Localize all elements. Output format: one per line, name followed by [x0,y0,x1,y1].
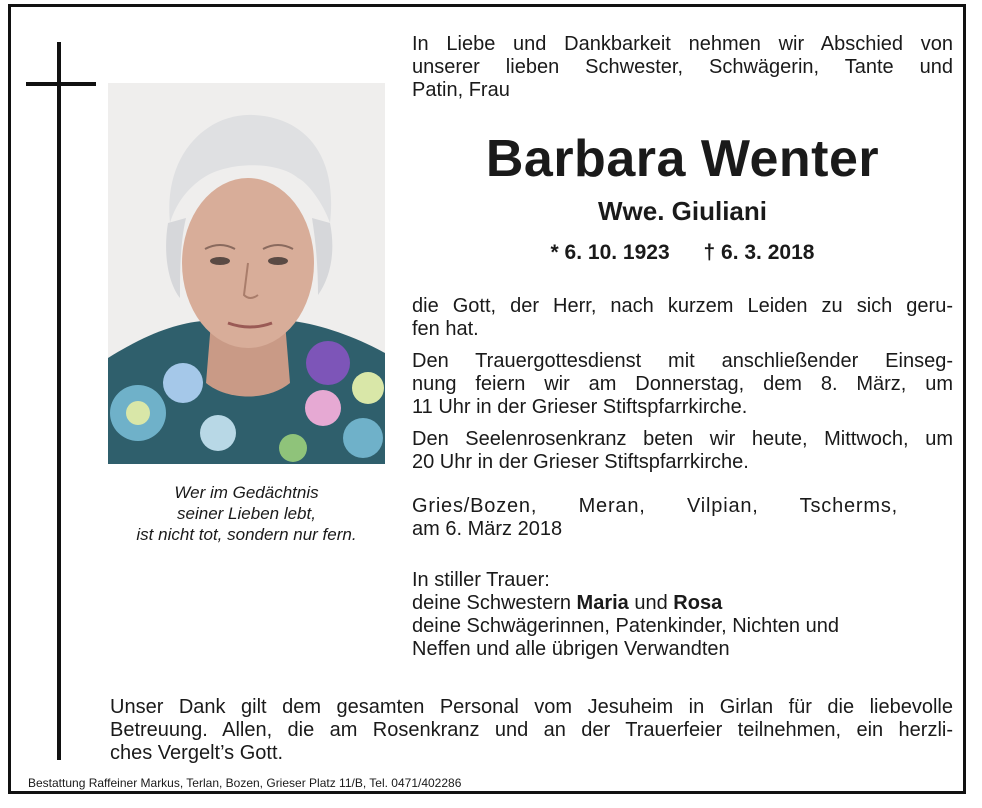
sister-name: Maria [576,592,629,614]
intro-line: Patin, Frau [412,79,510,101]
life-dates [412,240,953,266]
cross-icon [57,42,61,760]
portrait-photo [108,83,385,464]
thanks-line: Betreuung. Allen, die am Rosenkranz und an der Trauerfeier teilnehmen, ein herzli- [110,719,953,741]
intro-line: In Liebe und Dankbarkeit nehmen wir Abschied von [412,33,953,55]
memorial-quote [108,482,385,545]
sisters-prefix: deine Schwestern [412,592,577,614]
paragraph-line: Den Seelenrosenkranz beten wir heute, Mittwoch, um [412,428,953,450]
paragraph-line: 20 Uhr in der Grieser Stiftspfarrkirche. [412,451,749,473]
paragraph-line: nung feiern wir am Donnerstag, dem 8. März, um [412,373,953,395]
mourners-heading: In stiller Trauer: [412,569,550,591]
mass-paragraph [412,350,953,419]
called-paragraph [412,295,953,341]
birth-date: * 6. 10. 1923 [550,241,670,264]
paragraph-line: die Gott, der Herr, nach kurzem Leiden zu sich geru- [412,295,953,317]
quote-line: ist nicht tot, sondern nur fern. [136,525,357,544]
thanks-paragraph [110,696,953,765]
mourners-block [412,569,953,661]
quote-line: seiner Lieben lebt, [177,504,316,523]
quote-line: Wer im Gedächtnis [174,483,319,502]
sister-name: Rosa [673,592,723,614]
widow-name: Wwe. Giuliani [597,196,767,226]
paragraph-line: Den Trauergottesdienst mit anschließender Einseg- [412,350,953,372]
cross-icon-bar [26,82,96,86]
and-text: und [628,592,674,614]
deceased-name: Barbara Wenter [485,130,880,188]
mourners-line: Neffen und alle übrigen Verwandten [412,638,730,660]
places-line: Gries/Bozen, Meran, Vilpian, Tscherms, [412,495,898,517]
funeral-home-footer: Bestattung Raffeiner Markus, Terlan, Bozen, Grieser Platz 11/B, Tel. 0471/402286 [28,776,462,790]
rosary-paragraph [412,428,953,474]
death-date: † 6. 3. 2018 [703,241,815,264]
place-date: am 6. März 2018 [412,518,563,540]
places-block [412,495,898,541]
mourners-sisters [412,592,953,615]
mourners-line: deine Schwägerinnen, Patenkinder, Nichten und [412,615,839,637]
thanks-line: Unser Dank gilt dem gesamten Personal vom Jesuheim in Girlan für die liebevolle [110,696,953,718]
thanks-line: ches Vergelt’s Gott. [110,742,284,764]
paragraph-line: fen hat. [412,318,479,340]
intro-text [412,33,953,102]
paragraph-line: 11 Uhr in der Grieser Stiftspfarrkirche. [412,396,748,418]
intro-line: unserer lieben Schwester, Schwägerin, Tante und [412,56,953,78]
